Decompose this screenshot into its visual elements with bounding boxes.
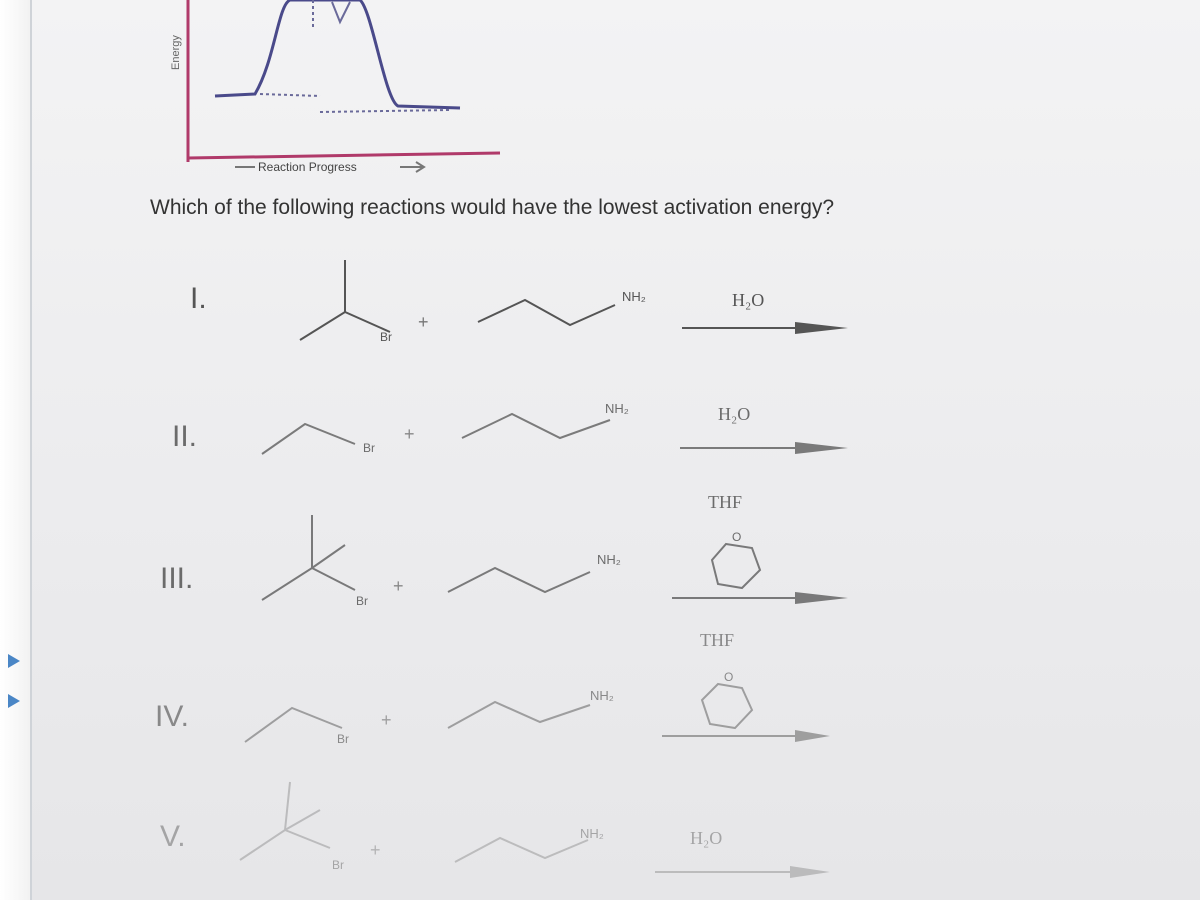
r1-alkyl-bromide-skeleton <box>300 312 390 340</box>
reaction-2-leaving-group: Br <box>363 441 375 455</box>
x-axis-line <box>188 153 500 158</box>
reaction-5-nucleophile: NH₂ <box>580 826 604 841</box>
reaction-2-structures <box>262 414 848 454</box>
reaction-2-nucleophile: NH₂ <box>605 401 629 416</box>
expand-arrow-icon[interactable] <box>8 654 20 668</box>
r5-methyl-branch-up <box>285 782 290 830</box>
reaction-5-label: V. <box>160 820 186 853</box>
r5-arrowhead-icon <box>790 866 830 878</box>
reaction-3-plus: + <box>393 576 404 596</box>
r3-amine-skeleton <box>448 568 590 592</box>
r2-amine-skeleton <box>462 414 610 438</box>
r1-arrowhead-icon <box>795 322 848 334</box>
reaction-1-solvent: H₂O <box>732 290 765 310</box>
product-level-dash <box>320 110 450 112</box>
reaction-2-label: II. <box>172 420 198 453</box>
r4-amine-skeleton <box>448 702 590 728</box>
r2-alkyl-bromide-skeleton <box>262 424 355 454</box>
reaction-5-structures <box>240 782 830 878</box>
reaction-5-solvent: H₂O <box>690 828 723 848</box>
r5-methyl-branch-side <box>285 810 320 830</box>
r2-arrowhead-icon <box>795 442 848 454</box>
r3-thf-ring <box>712 544 760 588</box>
r4-arrowhead-icon <box>795 730 830 742</box>
reaction-3-label: III. <box>160 562 194 595</box>
reaction-5-plus: + <box>370 840 381 860</box>
reaction-1-nucleophile: NH₂ <box>622 289 646 304</box>
r4-alkyl-bromide-skeleton <box>245 708 342 742</box>
reaction-4-label: IV. <box>155 700 189 733</box>
reaction-2-plus: + <box>404 424 415 444</box>
r3-methyl-branch-side <box>312 545 345 568</box>
reaction-4-leaving-group: Br <box>337 732 349 746</box>
activation-arrow <box>332 2 350 22</box>
r5-alkyl-bromide-skeleton <box>240 830 330 860</box>
reaction-3-solvent: THF <box>708 492 743 512</box>
reaction-4-solvent: THF <box>700 630 735 650</box>
r5-amine-skeleton <box>455 838 588 862</box>
left-edge <box>0 0 30 900</box>
r3-arrowhead-icon <box>795 592 848 604</box>
reaction-3-nucleophile: NH₂ <box>597 552 621 567</box>
reaction-4-nucleophile: NH₂ <box>590 688 614 703</box>
reaction-1-structures <box>300 260 848 340</box>
x-label-arrow-icon <box>400 162 424 172</box>
reaction-3-thf-oxygen: O <box>732 530 742 544</box>
r4-thf-ring <box>702 684 752 728</box>
reactant-level-dash <box>260 94 320 96</box>
reaction-3-structures <box>262 515 848 604</box>
energy-diagram <box>160 0 520 185</box>
reaction-4-structures <box>245 684 830 742</box>
reaction-2-solvent: H₂O <box>718 404 751 424</box>
reaction-3-leaving-group: Br <box>356 594 368 608</box>
r1-amine-skeleton <box>478 300 615 325</box>
reaction-4-thf-oxygen: O <box>724 670 734 684</box>
left-edge-divider <box>30 0 32 900</box>
reaction-1-plus: + <box>418 312 429 332</box>
expand-arrow-icon[interactable] <box>8 694 20 708</box>
r3-alkyl-bromide-skeleton <box>262 568 355 600</box>
question-text: Which of the following reactions would have the lowest activation energy? <box>150 196 835 219</box>
x-axis-label: Reaction Progress <box>258 160 357 174</box>
reaction-1-label: I. <box>190 282 207 315</box>
y-axis-label: Energy <box>170 35 182 70</box>
reaction-4-plus: + <box>381 710 392 730</box>
reaction-1-leaving-group: Br <box>380 330 392 344</box>
reaction-5-leaving-group: Br <box>332 858 344 872</box>
